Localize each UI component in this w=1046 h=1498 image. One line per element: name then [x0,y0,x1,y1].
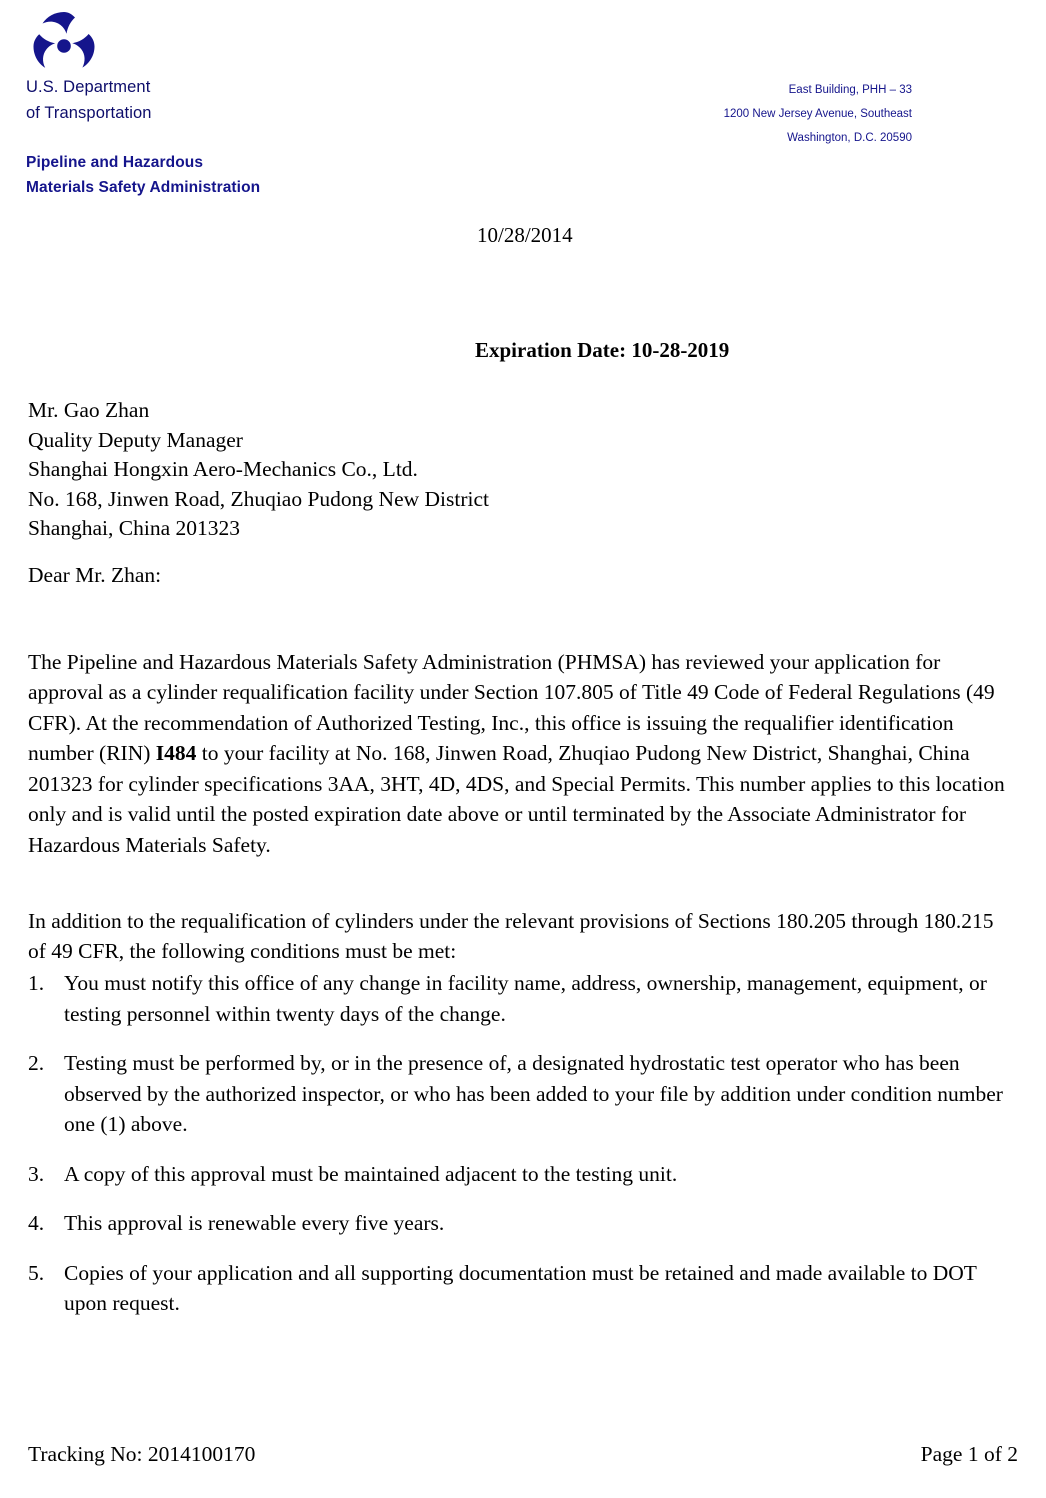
body-paragraph-2: In addition to the requalification of cylinders under the relevant provisions of Sections 180.205 through 180.215 of 49 CFR, the following conditions must be met: [28,908,994,963]
recipient-line-5: Shanghai, China 201323 [28,516,240,540]
condition-item [28,1258,1008,1319]
administration-line-2: Materials Safety Administration [26,179,261,196]
condition-text: This approval is renewable every five years. [64,1211,445,1235]
department-name [26,74,152,126]
condition-text: Copies of your application and all supporting documentation must be retained and made available to DOT upon request. [64,1260,977,1315]
condition-number: 1. [28,971,45,995]
condition-text: A copy of this approval must be maintained adjacent to the testing unit. [64,1161,678,1186]
paragraph-1-part-1: The Pipeline and Hazardous Materials Safety Administration (PHMSA) has reviewed your application for approval as a cylinder requalification facility under Section 107.805 of Title 49 Code of Federal Regulations (49 CFR). At the recommendation of Authorized Testing, Inc., this office is issuing the requalifier identification number (RIN) [28,649,995,765]
condition-number: 5. [28,1260,45,1285]
administration-line-1: Pipeline and Hazardous [26,154,204,171]
condition-item [28,968,1008,1029]
expiration-date: Expiration Date: 10-28-2019 [475,338,730,362]
address-line-1: East Building, PHH – 33 [788,84,912,96]
condition-text: Testing must be performed by, or in the presence of, a designated hydrostatic test operator who has been observed by the authorized inspector, or who has been added to your file by addition under condition number one (1) above. [64,1051,1003,1136]
condition-number: 3. [28,1161,45,1186]
condition-item [28,1159,1008,1190]
condition-number: 2. [28,1051,45,1075]
administration-name [26,150,260,200]
tracking-number: Tracking No: 2014100170 [28,1442,256,1466]
address-line-3: Washington, D.C. 20590 [787,132,912,144]
salutation: Dear Mr. Zhan: [28,563,162,587]
letterhead [0,0,1046,200]
recipient-line-4: No. 168, Jinwen Road, Zhuqiao Pudong New District [28,486,490,511]
condition-text: You must notify this office of any change in facility name, address, ownership, management, equipment, or testing personnel within twenty days of the change. [64,971,987,1026]
letterhead-address [724,78,912,150]
recipient-line-2: Quality Deputy Manager [28,427,243,452]
condition-item [28,1208,1008,1239]
rin-number: I484 [155,741,197,765]
recipient-line-1: Mr. Gao Zhan [28,398,150,422]
page-number: Page 1 of 2 [920,1442,1018,1466]
letter-date: 10/28/2014 [477,223,573,247]
recipient-line-3: Shanghai Hongxin Aero-Mechanics Co., Ltd. [28,457,418,481]
recipient-address [28,396,489,544]
page-footer [28,1442,1018,1467]
department-line-2: of Transportation [26,104,152,122]
address-line-2: 1200 New Jersey Avenue, Southeast [723,108,912,120]
body-paragraph-1 [28,647,1006,861]
conditions-list [28,968,1008,1338]
dot-triskelion-logo [28,10,100,72]
condition-item [28,1048,1008,1140]
paragraph-1-part-2: to your facility at No. 168, Jinwen Road, Zhuqiao Pudong New District, Shanghai, China 201323 for cylinder specifications 3AA, 3HT, 4D, 4DS, and Special Permits. This number applies to this location only and is valid until the posted expiration date above or until terminated by the Associate Administrator for Hazardous Materials Safety. [28,741,1005,857]
department-line-1: U.S. Department [26,78,151,96]
condition-number: 4. [28,1211,45,1235]
